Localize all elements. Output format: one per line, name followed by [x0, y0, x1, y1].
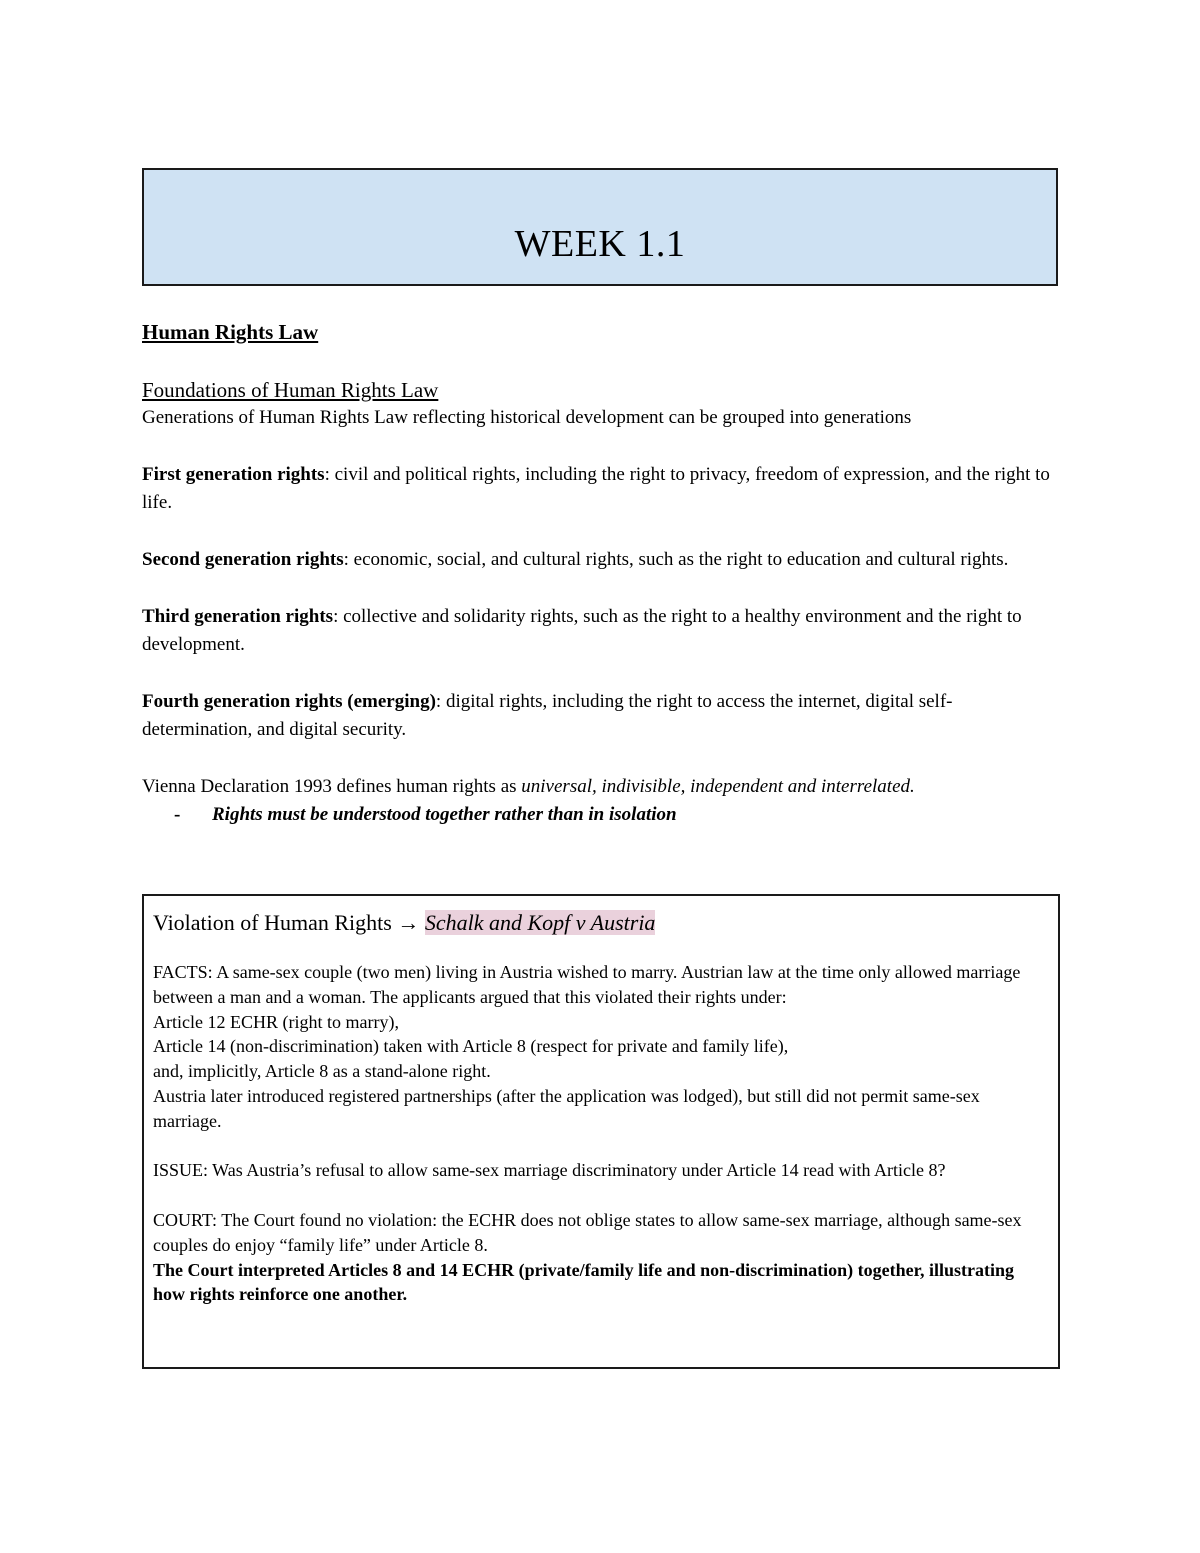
generation-text: : collective and solidarity rights, such as the right to a healthy environment and the right to development.	[142, 606, 1022, 655]
generation-label: Second generation rights	[142, 549, 344, 570]
case-summary-box	[142, 894, 1060, 1369]
bullet-text: Rights must be understood together rather than in isolation	[212, 804, 677, 825]
facts-line: Austria later introduced registered partnerships (after the application was lodged), but still did not permit same-sex marriage.	[153, 1085, 980, 1131]
section-title: Foundations of Human Rights Law	[142, 378, 439, 402]
facts-line: and, implicitly, Article 8 as a stand-alone right.	[153, 1061, 491, 1082]
bullet-item	[142, 801, 1058, 829]
court-paragraph: COURT: The Court found no violation: the ECHR does not oblige states to allow same-sex marriage, although same-sex couples do enjoy “family life” under Article 8.	[153, 1209, 1022, 1255]
generation-paragraph-1	[142, 461, 1058, 517]
spacer	[153, 1183, 1048, 1208]
facts-line: Article 12 ECHR (right to marry),	[153, 1011, 399, 1032]
generation-paragraph-2	[142, 546, 1058, 574]
generation-paragraph-4	[142, 688, 1058, 744]
court-conclusion: The Court interpreted Articles 8 and 14 ECHR (private/family life and non-discrimination) together, illustrating how rights reinforce one another.	[153, 1259, 1014, 1305]
generation-text: : digital rights, including the right to access the internet, digital self-determination, and digital security.	[142, 691, 953, 740]
vienna-prefix: Vienna Declaration 1993 defines human rights as	[142, 776, 522, 797]
facts-line: FACTS: A same-sex couple (two men) living in Austria wished to marry. Austrian law at the time only allowed marriage between a man and a woman. The applicants argued that this violated their rights under:	[153, 962, 1021, 1007]
page-title: Human Rights Law	[142, 320, 319, 344]
facts-line: Article 14 (non-discrimination) taken with Article 8 (respect for private and family life),	[153, 1036, 789, 1057]
generation-label: Fourth generation rights (emerging)	[142, 691, 436, 712]
issue-paragraph: ISSUE: Was Austria’s refusal to allow same-sex marriage discriminatory under Article 14 read with Article 8?	[153, 1160, 946, 1181]
generation-label: Third generation rights	[142, 606, 334, 627]
case-heading-prefix: Violation of Human Rights →	[153, 910, 425, 935]
week-title: WEEK 1.1	[514, 223, 686, 265]
vienna-declaration-paragraph	[142, 773, 1058, 801]
bullet-marker: -	[174, 804, 181, 825]
generation-text: : civil and political rights, including the right to privacy, freedom of expression, and the right to life.	[142, 464, 1050, 513]
vienna-emphasis: universal, indivisible, independent and interrelated.	[521, 776, 915, 797]
case-heading	[153, 908, 1048, 938]
case-name-highlight: Schalk and Kopf v Austria	[424, 910, 656, 935]
generation-label: First generation rights	[142, 464, 325, 485]
main-content	[142, 318, 1058, 829]
spacer	[153, 1134, 1048, 1159]
generation-paragraph-3	[142, 603, 1058, 659]
week-header-box	[142, 168, 1058, 286]
intro-paragraph: Generations of Human Rights Law reflecting historical development can be grouped into generations	[142, 407, 912, 428]
generation-text: : economic, social, and cultural rights, such as the right to education and cultural rights.	[343, 549, 1009, 570]
